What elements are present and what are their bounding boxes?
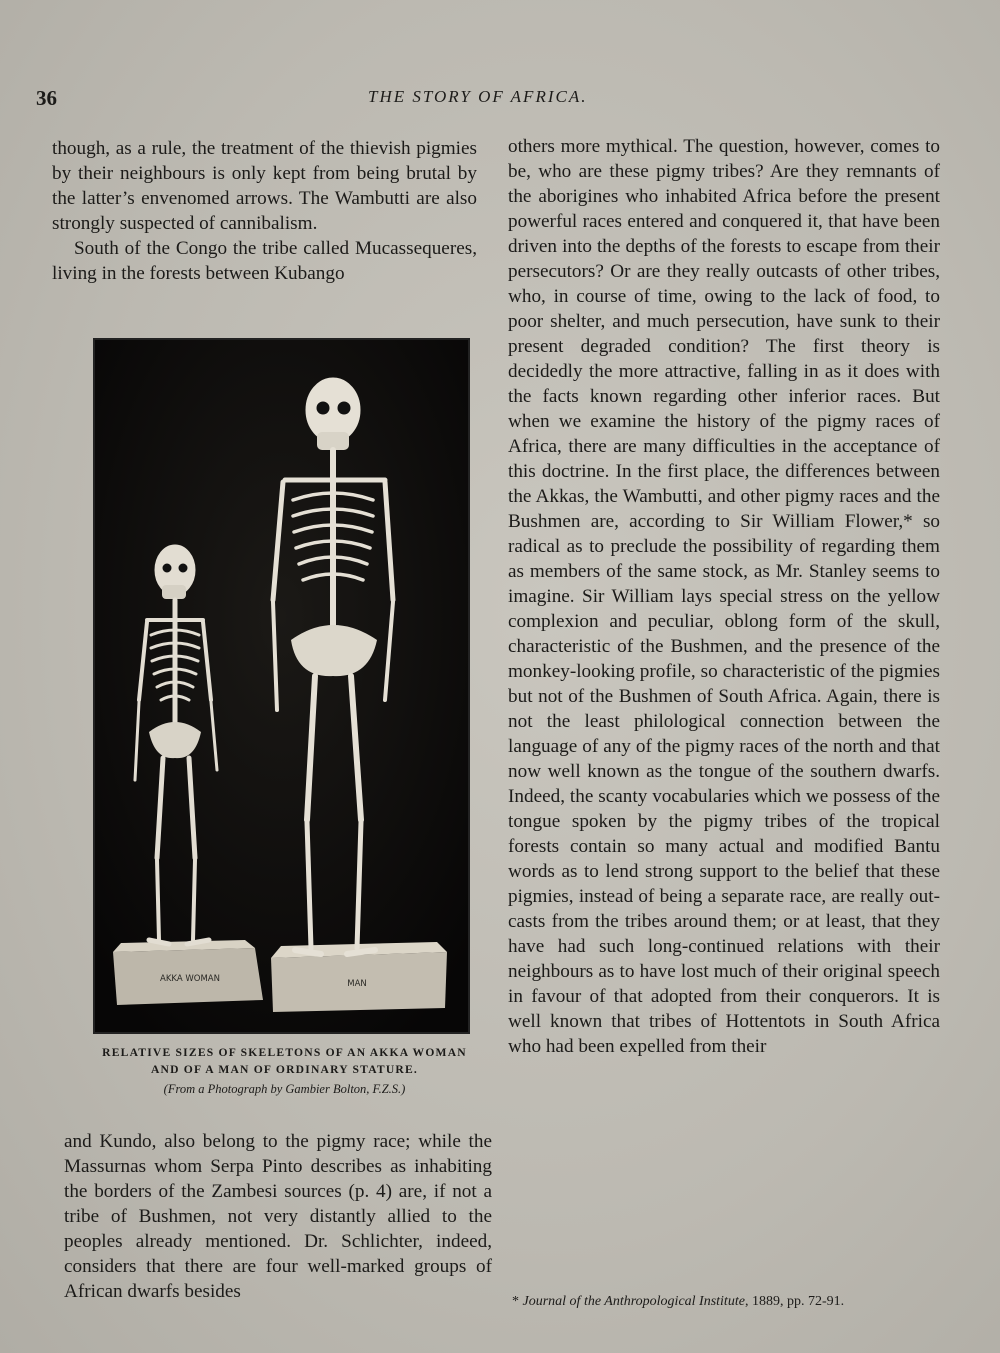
running-title: THE STORY OF AFRICA. — [368, 87, 588, 106]
footnote-reference: , 1889, pp. 72-91. — [744, 1294, 845, 1309]
left-column-bottom — [64, 1129, 492, 1304]
paragraph: and Kundo, also belong to the pigmy race; while the Massurnas whom Serpa Pinto describes as inhabiting the borders of the Zambesi sources (p. 4) are, if not a tribe of Bushmen, not very distantly allied to the peoples already mentioned. Dr. Schlichter, indeed, considers that there are four well-marked groups of African dwarfs besides — [64, 1131, 492, 1302]
right-column — [508, 134, 940, 1059]
caption-credit: (From a Photograph by Gambier Bolton, F.Z.S.) — [163, 1082, 406, 1096]
caption-line: AND OF A MAN OF ORDINARY STATURE. — [150, 1063, 419, 1076]
page-header — [0, 86, 1000, 116]
caption-line: RELATIVE SIZES OF SKELETONS OF AN AKKA WOMAN — [102, 1046, 467, 1059]
akka-woman-label: AKKA WOMAN — [160, 974, 220, 984]
footnote — [512, 1292, 942, 1312]
paragraph: though, as a rule, the treatment of the thievish pigmies by their neighbours is only kept from being brutal by the latter’s envenomed arrows. The Wambutti are also strongly suspected of cannibalism. — [52, 138, 477, 234]
left-pedestal — [113, 940, 263, 1005]
skeleton-illustration — [95, 340, 468, 1032]
left-column-top — [52, 136, 477, 286]
paragraph: South of the Congo the tribe called Mucassequeres, living in the forests between Kubango — [52, 238, 477, 284]
skeleton-photograph — [93, 338, 470, 1034]
footnote-journal: Journal of the Anthropological Institute — [522, 1294, 745, 1309]
page-number: 36 — [36, 86, 57, 110]
man-label: MAN — [347, 979, 367, 989]
footnote-marker: * — [512, 1294, 523, 1309]
figure-caption — [52, 1044, 517, 1098]
paragraph: others more mythical. The question, however, comes to be, who are these pigmy tribes? Are they remnants of the aborigines who inhabited Africa before the present powerful races entered and conquered it, that have been driven into the depths of the forests to escape from their persecutors? Or are they really outcasts of other tribes, who, in course of time, owing to the lack of food, to poor shelter, and much persecution, have sunk to their present degraded condition? The first theory is decidedly the more attractive, falling in as it does with the facts known regarding other inferior races. But when we examine the history of the pigmy races of Africa, there are many difficulties in the acceptance of this doctrine. In the first place, the differences between the Akkas, the Wambutti, and other pigmy races and the Bushmen are, according to Sir William Flower,* so radical as to preclude the possibility of regarding them as members of the same stock, as Mr. Stanley seems to imagine. Sir William lays special stress on the yellow complexion and peculiar, oblong form of the skull, characteristic of the Bushmen, and the presence of the monkey-looking profile, so characteristic of the pigmies but not of the Bushmen of South Africa. Again, there is not the least philological connection between the language of any of the pigmy races of the north and that now well known as the tongue of the southern dwarfs. Indeed, the scanty vocabularies which we possess of the tongue spoken by the pigmy tribes of the tropical forests contain so many actual and modified Bantu words as to lend strong support to the belief that these pigmies, instead of being a separate race, are really outcasts from the tribes around them; or at least, that they have had such long-continued relations with their neighbours as to have lost much of their original speech in favour of that adopted from their conquerors. It is well known that tribes of Hottentots in South Africa who had been expelled from their — [508, 136, 940, 1057]
